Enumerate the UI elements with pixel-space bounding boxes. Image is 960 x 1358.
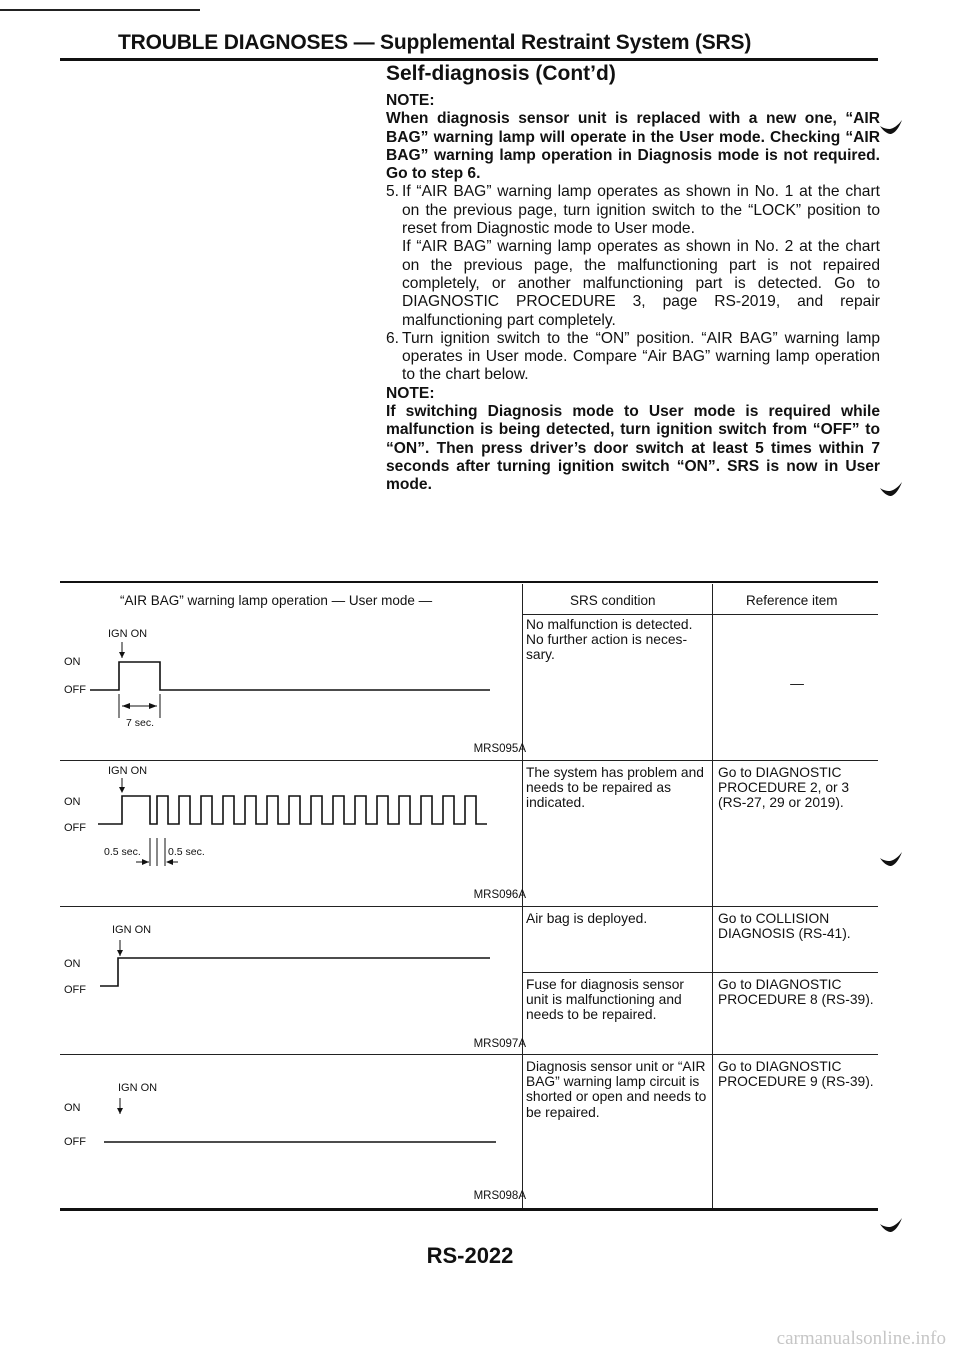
note-text: If switching Diagnosis mode to User mode is required while malfunction is being detected, turn ignition switch from “OFF” to “ON”. Then press driver’s door switch at least 5 times within 7 seconds after turning ignition switch “ON”. SRS is now in User mode. bbox=[386, 403, 880, 494]
on-label: ON bbox=[64, 796, 81, 808]
header-reference-item: Reference item bbox=[746, 593, 838, 608]
on-label: ON bbox=[64, 656, 81, 668]
step-paragraph: Turn ignition switch to the “ON” position. “AIR BAG” warning lamp operates in User mode. Compare “Air BAG” warning lamp operation to the chart below. bbox=[402, 329, 880, 384]
srs-condition-cell bbox=[526, 911, 708, 926]
check-mark-icon bbox=[878, 480, 904, 500]
off-label: OFF bbox=[64, 1136, 86, 1148]
row-divider bbox=[522, 972, 878, 973]
table-top-rule bbox=[60, 581, 878, 583]
ign-on-label: IGN ON bbox=[108, 628, 148, 640]
srs-condition-cell bbox=[526, 977, 708, 1023]
srs-condition-text: Diagnosis sensor unit or “AIR BAG” warning lamp circuit is shorted or open and needs to be repaired. bbox=[526, 1059, 707, 1120]
table-bottom-rule bbox=[60, 1208, 878, 1211]
column-divider bbox=[712, 584, 713, 1208]
on-label: ON bbox=[64, 958, 81, 970]
figure-code: MRS095A bbox=[473, 743, 526, 755]
reference-text: Go to COLLISION DIAGNOSIS (RS-41). bbox=[718, 911, 851, 942]
duration-label: 0.5 sec. bbox=[104, 846, 141, 858]
srs-condition-text: Air bag is deployed. bbox=[526, 911, 648, 926]
srs-condition-text: The system has problem and needs to be repaired as indicated. bbox=[526, 765, 704, 811]
title-rule bbox=[60, 58, 878, 61]
ign-on-label: IGN ON bbox=[112, 924, 152, 936]
text-column bbox=[386, 62, 880, 495]
note-label: NOTE: bbox=[386, 384, 435, 402]
page-number: RS-2022 bbox=[426, 1243, 514, 1268]
timing-chart-1 bbox=[60, 614, 532, 760]
reference-text: Go to DIAGNOSTIC PROCEDURE 9 (RS-39). bbox=[718, 1059, 874, 1090]
timing-chart-4-waveform bbox=[60, 1054, 532, 1208]
header-srs-condition: SRS condition bbox=[570, 593, 656, 608]
ign-on-label: IGN ON bbox=[108, 765, 148, 777]
reference-text: Go to DIAGNOSTIC PROCEDURE 8 (RS-39). bbox=[718, 977, 874, 1008]
timing-chart-2 bbox=[60, 760, 532, 906]
on-label: ON bbox=[64, 1102, 81, 1114]
srs-condition-cell bbox=[526, 765, 708, 811]
note-text: When diagnosis sensor unit is replaced with a new one, “AIR BAG” warning lamp will operate in the User mode. Checking “AIR BAG” warning lamp operation in Diagnosis mode is not required. Go to step 6. bbox=[386, 110, 880, 183]
watermark: carmanualsonline.info bbox=[776, 1328, 946, 1349]
check-mark-icon bbox=[878, 1216, 904, 1236]
step-paragraph: If “AIR BAG” warning lamp operates as shown in No. 2 at the chart on the previous page, the malfunctioning part is not repaired completely, or another malfunctioning part is detected. Go to DIAGNOSTIC PROCEDURE 3, page RS-2019, and repair malfunctioning part completely. bbox=[402, 238, 880, 329]
reference-cell bbox=[718, 765, 876, 811]
off-label: OFF bbox=[64, 984, 86, 996]
timing-chart-4 bbox=[60, 1054, 532, 1208]
reference-cell bbox=[718, 1059, 876, 1089]
reference-text: — bbox=[790, 676, 804, 691]
figure-code: MRS096A bbox=[473, 889, 526, 901]
check-mark-icon bbox=[878, 850, 904, 870]
section-heading: Self-diagnosis (Cont’d) bbox=[386, 62, 616, 85]
ign-on-label: IGN ON bbox=[118, 1082, 158, 1094]
check-mark-icon bbox=[878, 118, 904, 138]
srs-condition-cell bbox=[526, 617, 708, 663]
timing-chart-3 bbox=[60, 906, 532, 1054]
step-number: 5. bbox=[386, 183, 400, 201]
step-5 bbox=[386, 183, 880, 329]
duration-label: 0.5 sec. bbox=[168, 846, 205, 858]
srs-condition-text: Fuse for diagnosis sensor unit is malfunctioning and needs to be repaired. bbox=[526, 977, 684, 1023]
off-label: OFF bbox=[64, 822, 86, 834]
reference-cell bbox=[718, 977, 876, 1007]
top-rule bbox=[0, 9, 200, 11]
step-6 bbox=[386, 330, 880, 385]
header-rule bbox=[522, 614, 878, 615]
figure-code: MRS098A bbox=[473, 1190, 526, 1202]
reference-cell bbox=[716, 676, 878, 691]
reference-text: Go to DIAGNOSTIC PROCEDURE 2, or 3 (RS-27, 29 or 2019). bbox=[718, 765, 850, 811]
step-number: 6. bbox=[386, 329, 400, 347]
off-label: OFF bbox=[64, 684, 86, 696]
duration-label: 7 sec. bbox=[126, 717, 155, 729]
figure-code: MRS097A bbox=[473, 1038, 526, 1050]
header-lamp-operation: “AIR BAG” warning lamp operation — User mode — bbox=[120, 593, 433, 608]
reference-cell bbox=[718, 911, 876, 941]
page-title: TROUBLE DIAGNOSES — Supplemental Restraint System (SRS) bbox=[118, 31, 752, 54]
srs-condition-text: No malfunction is detected. No further action is neces-sary. bbox=[526, 617, 693, 663]
note-label: NOTE: bbox=[386, 92, 435, 109]
srs-condition-cell bbox=[526, 1059, 708, 1120]
timing-chart-2-waveform bbox=[60, 760, 532, 906]
step-paragraph: If “AIR BAG” warning lamp operates as shown in No. 1 at the chart on the previous page, turn ignition switch to the “LOCK” position to reset from Diagnostic mode to User mode. bbox=[402, 183, 880, 238]
